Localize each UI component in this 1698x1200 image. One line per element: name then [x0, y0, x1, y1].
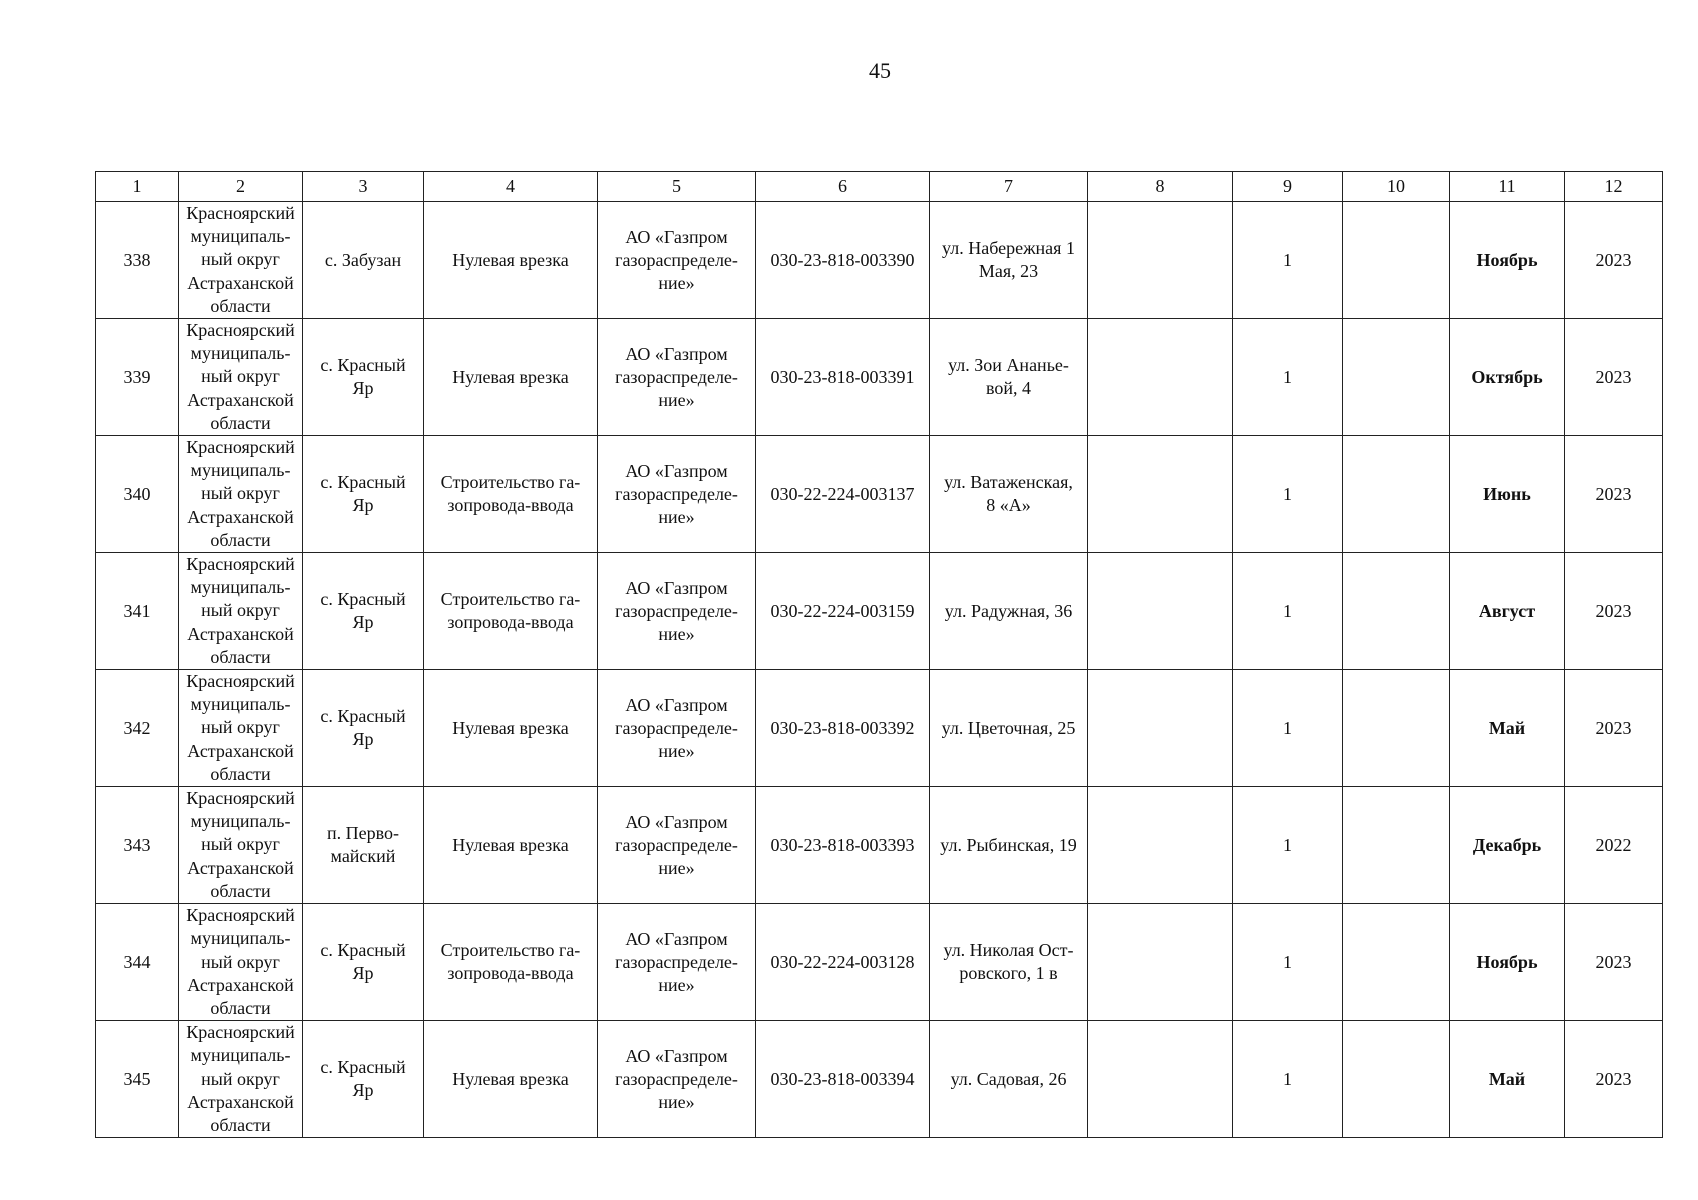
- district-cell: [179, 670, 303, 787]
- cell-line: области: [210, 997, 271, 1018]
- address-cell: [930, 553, 1088, 670]
- cell-line: Яр: [352, 378, 374, 399]
- month-cell: Май: [1450, 1021, 1565, 1138]
- month-cell: Декабрь: [1450, 787, 1565, 904]
- organization-cell: [598, 670, 756, 787]
- cell-line: Яр: [352, 495, 374, 516]
- work-type-cell: [424, 670, 598, 787]
- cell-line: муниципаль-: [190, 343, 291, 364]
- organization-cell: [598, 319, 756, 436]
- cell-line: с. Красный: [320, 355, 406, 376]
- column-10-cell: [1343, 436, 1450, 553]
- settlement-cell: [303, 319, 424, 436]
- settlement-cell: [303, 787, 424, 904]
- cell-line: ный округ: [201, 600, 280, 621]
- cell-line: Яр: [352, 1080, 374, 1101]
- district-cell: [179, 904, 303, 1021]
- cell-line: газораспределе-: [615, 366, 738, 387]
- column-number-cell: 9: [1233, 172, 1343, 202]
- table-row: [96, 319, 1663, 436]
- organization-cell: [598, 787, 756, 904]
- cell-line: ул. Ватаженская,: [944, 472, 1073, 493]
- work-type-cell: [424, 436, 598, 553]
- address-cell: [930, 904, 1088, 1021]
- column-8-cell: [1088, 670, 1233, 787]
- cell-line: АО «Газпром: [625, 811, 728, 832]
- cell-line: муниципаль-: [190, 928, 291, 949]
- work-type-cell: [424, 202, 598, 319]
- cell-line: Астраханской: [187, 623, 294, 644]
- cell-line: Нулевая врезка: [452, 366, 569, 387]
- year-cell: 2023: [1565, 1021, 1663, 1138]
- cell-line: ул. Садовая, 26: [950, 1068, 1067, 1089]
- cell-line: ул. Николая Ост-: [943, 940, 1074, 961]
- work-type-cell: [424, 787, 598, 904]
- quantity-cell: 1: [1233, 904, 1343, 1021]
- cell-line: области: [210, 880, 271, 901]
- cell-line: ный округ: [201, 483, 280, 504]
- cell-line: АО «Газпром: [625, 226, 728, 247]
- cell-line: АО «Газпром: [625, 577, 728, 598]
- cell-line: муниципаль-: [190, 811, 291, 832]
- quantity-cell: 1: [1233, 319, 1343, 436]
- year-cell: 2023: [1565, 436, 1663, 553]
- cell-line: ул. Рыбинская, 19: [940, 834, 1077, 855]
- cell-line: ул. Радужная, 36: [944, 600, 1073, 621]
- cell-line: Красноярский: [186, 905, 295, 926]
- column-number-row: [96, 172, 1663, 202]
- cell-line: ние»: [658, 389, 695, 410]
- table-row: [96, 670, 1663, 787]
- object-code-cell: 030-23-818-003393: [756, 787, 930, 904]
- month-cell: Октябрь: [1450, 319, 1565, 436]
- cell-line: муниципаль-: [190, 694, 291, 715]
- cell-line: ул. Цветочная, 25: [941, 717, 1076, 738]
- cell-line: области: [210, 412, 271, 433]
- address-cell: [930, 787, 1088, 904]
- column-10-cell: [1343, 319, 1450, 436]
- cell-line: Нулевая врезка: [452, 249, 569, 270]
- cell-line: Красноярский: [186, 320, 295, 341]
- cell-line: Яр: [352, 612, 374, 633]
- column-8-cell: [1088, 787, 1233, 904]
- row-number-cell: 341: [96, 553, 179, 670]
- cell-line: Красноярский: [186, 1022, 295, 1043]
- organization-cell: [598, 202, 756, 319]
- address-cell: [930, 319, 1088, 436]
- cell-line: с. Красный: [320, 472, 406, 493]
- cell-line: АО «Газпром: [625, 694, 728, 715]
- column-number-cell: 2: [179, 172, 303, 202]
- cell-line: АО «Газпром: [625, 343, 728, 364]
- cell-line: ул. Набережная 1: [942, 238, 1075, 258]
- data-table: [95, 171, 1663, 1138]
- row-number-cell: 344: [96, 904, 179, 1021]
- column-8-cell: [1088, 1021, 1233, 1138]
- district-cell: [179, 787, 303, 904]
- table-row: [96, 202, 1663, 319]
- settlement-cell: [303, 202, 424, 319]
- cell-line: с. Красный: [320, 940, 406, 961]
- cell-line: с. Забузан: [324, 249, 402, 270]
- address-cell: [930, 670, 1088, 787]
- row-number-cell: 339: [96, 319, 179, 436]
- cell-line: Астраханской: [187, 974, 294, 995]
- month-cell: Август: [1450, 553, 1565, 670]
- cell-line: ние»: [658, 857, 695, 878]
- cell-line: газораспределе-: [615, 249, 738, 270]
- cell-line: Красноярский: [186, 671, 295, 692]
- year-cell: 2023: [1565, 670, 1663, 787]
- address-cell: [930, 202, 1088, 319]
- quantity-cell: 1: [1233, 436, 1343, 553]
- year-cell: 2023: [1565, 553, 1663, 670]
- table-row: [96, 1021, 1663, 1138]
- settlement-cell: [303, 436, 424, 553]
- row-number-cell: 338: [96, 202, 179, 319]
- cell-line: Яр: [352, 963, 374, 984]
- quantity-cell: 1: [1233, 553, 1343, 670]
- table-body: [96, 172, 1663, 1138]
- cell-line: АО «Газпром: [625, 928, 728, 949]
- object-code-cell: 030-23-818-003394: [756, 1021, 930, 1138]
- work-type-cell: [424, 553, 598, 670]
- work-type-cell: [424, 319, 598, 436]
- month-cell: Июнь: [1450, 436, 1565, 553]
- cell-line: ный округ: [201, 249, 280, 270]
- organization-cell: [598, 904, 756, 1021]
- column-8-cell: [1088, 202, 1233, 319]
- settlement-cell: [303, 670, 424, 787]
- settlement-cell: [303, 1021, 424, 1138]
- column-number-cell: 11: [1450, 172, 1565, 202]
- cell-line: Нулевая врезка: [452, 834, 569, 855]
- object-code-cell: 030-23-818-003391: [756, 319, 930, 436]
- cell-line: ние»: [658, 740, 695, 761]
- row-number-cell: 345: [96, 1021, 179, 1138]
- cell-line: газораспределе-: [615, 717, 738, 738]
- quantity-cell: 1: [1233, 670, 1343, 787]
- cell-line: Красноярский: [186, 437, 295, 458]
- year-cell: 2022: [1565, 787, 1663, 904]
- page-number: 45: [869, 58, 891, 83]
- organization-cell: [598, 553, 756, 670]
- cell-line: Нулевая врезка: [452, 717, 569, 738]
- district-cell: [179, 319, 303, 436]
- quantity-cell: 1: [1233, 787, 1343, 904]
- cell-line: Мая, 23: [978, 261, 1039, 281]
- row-number-cell: 342: [96, 670, 179, 787]
- work-type-cell: [424, 1021, 598, 1138]
- column-number-cell: 3: [303, 172, 424, 202]
- cell-line: Строительство га-: [440, 472, 581, 493]
- cell-line: Астраханской: [187, 857, 294, 878]
- cell-line: Астраханской: [187, 740, 294, 761]
- column-number-cell: 4: [424, 172, 598, 202]
- column-10-cell: [1343, 670, 1450, 787]
- object-code-cell: 030-23-818-003392: [756, 670, 930, 787]
- column-number-cell: 10: [1343, 172, 1450, 202]
- cell-line: Красноярский: [186, 554, 295, 575]
- row-number-cell: 340: [96, 436, 179, 553]
- cell-line: АО «Газпром: [625, 1045, 728, 1066]
- cell-line: муниципаль-: [190, 460, 291, 481]
- column-number-cell: 6: [756, 172, 930, 202]
- cell-line: п. Перво-: [327, 823, 399, 844]
- cell-line: Астраханской: [187, 1091, 294, 1112]
- cell-line: Красноярский: [186, 203, 295, 223]
- cell-line: с. Красный: [320, 589, 406, 610]
- settlement-cell: [303, 904, 424, 1021]
- cell-line: ние»: [658, 974, 695, 995]
- year-cell: 2023: [1565, 319, 1663, 436]
- table-row: [96, 787, 1663, 904]
- cell-line: ние»: [658, 623, 695, 644]
- cell-line: области: [210, 646, 271, 667]
- column-number-cell: 1: [96, 172, 179, 202]
- cell-line: муниципаль-: [190, 226, 291, 247]
- cell-line: газораспределе-: [615, 834, 738, 855]
- cell-line: ул. Зои Ананье-: [948, 355, 1069, 376]
- cell-line: области: [210, 763, 271, 784]
- column-number-cell: 8: [1088, 172, 1233, 202]
- district-cell: [179, 553, 303, 670]
- column-number-cell: 7: [930, 172, 1088, 202]
- cell-line: Астраханской: [187, 389, 294, 410]
- object-code-cell: 030-23-818-003390: [756, 202, 930, 319]
- cell-line: с. Красный: [320, 706, 406, 727]
- cell-line: ный округ: [201, 951, 280, 972]
- column-10-cell: [1343, 904, 1450, 1021]
- cell-line: Строительство га-: [440, 940, 581, 961]
- address-cell: [930, 1021, 1088, 1138]
- year-cell: 2023: [1565, 904, 1663, 1021]
- cell-line: газораспределе-: [615, 600, 738, 621]
- cell-line: вой, 4: [985, 378, 1031, 399]
- column-8-cell: [1088, 553, 1233, 670]
- cell-line: майский: [330, 846, 396, 867]
- district-cell: [179, 1021, 303, 1138]
- table-row: [96, 904, 1663, 1021]
- cell-line: 8 «А»: [986, 495, 1031, 516]
- month-cell: Ноябрь: [1450, 904, 1565, 1021]
- cell-line: муниципаль-: [190, 577, 291, 598]
- address-cell: [930, 436, 1088, 553]
- cell-line: зопровода-ввода: [447, 495, 574, 516]
- cell-line: зопровода-ввода: [447, 612, 574, 633]
- district-cell: [179, 202, 303, 319]
- cell-line: Красноярский: [186, 788, 295, 809]
- organization-cell: [598, 1021, 756, 1138]
- cell-line: АО «Газпром: [625, 460, 728, 481]
- column-number-cell: 12: [1565, 172, 1663, 202]
- cell-line: Астраханской: [187, 272, 294, 293]
- column-number-cell: 5: [598, 172, 756, 202]
- quantity-cell: 1: [1233, 202, 1343, 319]
- month-cell: Ноябрь: [1450, 202, 1565, 319]
- column-10-cell: [1343, 553, 1450, 670]
- object-code-cell: 030-22-224-003137: [756, 436, 930, 553]
- district-cell: [179, 436, 303, 553]
- quantity-cell: 1: [1233, 1021, 1343, 1138]
- column-10-cell: [1343, 1021, 1450, 1138]
- cell-line: ный округ: [201, 366, 280, 387]
- cell-line: ный округ: [201, 1068, 280, 1089]
- cell-line: ние»: [658, 1091, 695, 1112]
- table-row: [96, 436, 1663, 553]
- cell-line: ный округ: [201, 834, 280, 855]
- settlement-cell: [303, 553, 424, 670]
- object-code-cell: 030-22-224-003159: [756, 553, 930, 670]
- cell-line: Нулевая врезка: [452, 1068, 569, 1089]
- cell-line: зопровода-ввода: [447, 963, 574, 984]
- cell-line: области: [210, 1114, 271, 1135]
- cell-line: газораспределе-: [615, 1068, 738, 1089]
- table-row: [96, 553, 1663, 670]
- cell-line: ние»: [658, 506, 695, 527]
- cell-line: Яр: [352, 729, 374, 750]
- column-8-cell: [1088, 436, 1233, 553]
- cell-line: ный округ: [201, 717, 280, 738]
- cell-line: ние»: [658, 272, 695, 293]
- cell-line: газораспределе-: [615, 483, 738, 504]
- cell-line: газораспределе-: [615, 951, 738, 972]
- column-8-cell: [1088, 904, 1233, 1021]
- cell-line: области: [210, 529, 271, 550]
- cell-line: области: [210, 295, 271, 316]
- month-cell: Май: [1450, 670, 1565, 787]
- cell-line: с. Красный: [320, 1057, 406, 1078]
- cell-line: Астраханской: [187, 506, 294, 527]
- cell-line: Строительство га-: [440, 589, 581, 610]
- work-type-cell: [424, 904, 598, 1021]
- cell-line: муниципаль-: [190, 1045, 291, 1066]
- column-10-cell: [1343, 202, 1450, 319]
- column-8-cell: [1088, 319, 1233, 436]
- column-10-cell: [1343, 787, 1450, 904]
- object-code-cell: 030-22-224-003128: [756, 904, 930, 1021]
- organization-cell: [598, 436, 756, 553]
- cell-line: ровского, 1 в: [959, 963, 1058, 984]
- year-cell: 2023: [1565, 202, 1663, 319]
- row-number-cell: 343: [96, 787, 179, 904]
